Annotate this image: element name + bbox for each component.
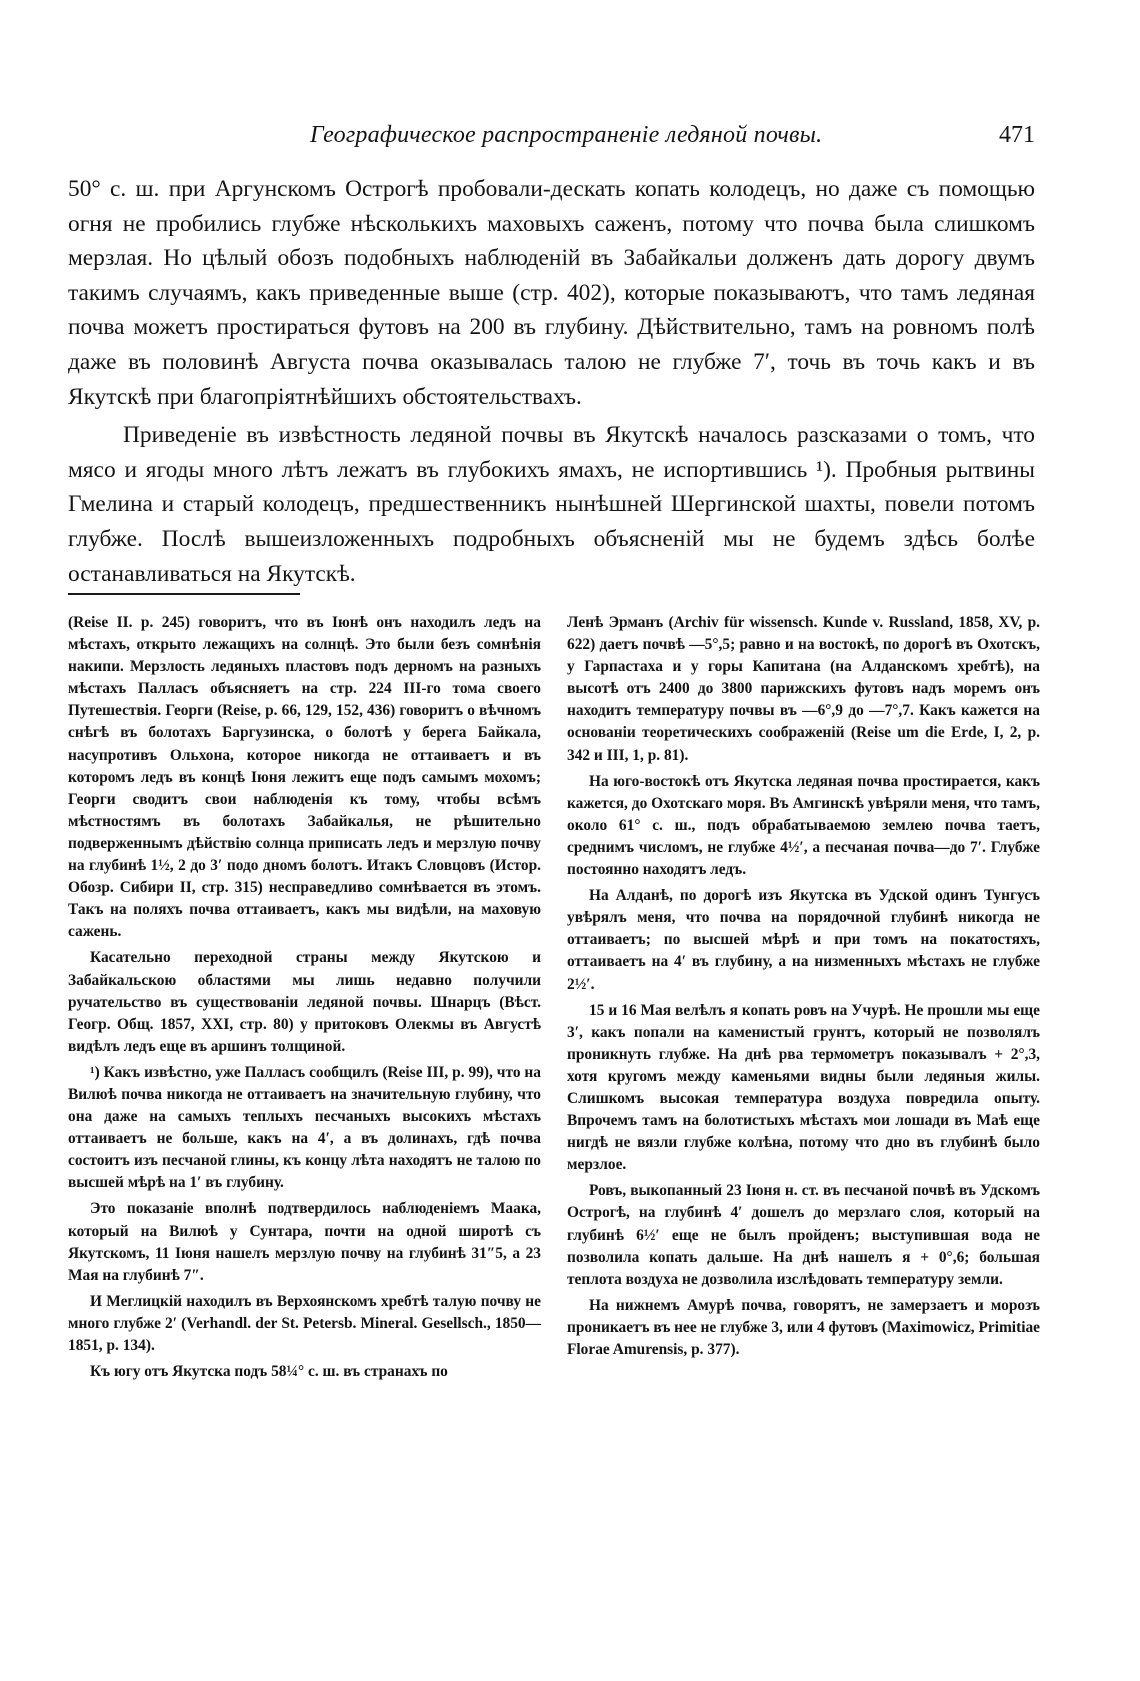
footnote-paragraph: Касательно переходной страны между Якутскою и Забайкальскою областями мы лишь недавно получили ручательство въ существованiи ледяной почвы. Шнарцъ (Вѣст. Геогр. Общ. 1857, XXI, стр. 80) у притоковъ Олекмы въ Августѣ видѣлъ ледъ еще въ аршинъ толщиной. — [68, 949, 541, 1055]
footnotes-right-column — [567, 612, 1040, 1365]
footnote-paragraph: На Алданѣ, по дорогѣ изъ Якутска въ Удской одинъ Тунгусъ увѣрялъ меня, что почва на порядочной глубинѣ никогда не оттаиваетъ; по высшей мѣрѣ и при томъ на покатостяхъ, оттаиваетъ на 4′ въ глубину, а на низменныхъ мѣстахъ не глубже 2½′. — [567, 887, 1040, 993]
footnote-separator-rule — [68, 593, 300, 595]
page-header — [68, 122, 1035, 158]
running-title: Географическое распространенiе ледяной почвы. — [310, 122, 823, 148]
footnote-paragraph: На юго-востокѣ отъ Якутска ледяная почва простирается, какъ кажется, до Охотскаго моря. Въ Амгинскѣ увѣряли меня, что тамъ, около 61° с. ш., подъ обрабатываемою землею почва таетъ, среднимъ числомъ, не глубже 4½′, а песчаная почва—до 7′. Глубже постоянно находятъ ледъ. — [567, 772, 1040, 879]
footnote-paragraph: ¹) Какъ извѣстно, уже Палласъ сообщилъ (Reise III, p. 99), что на Вилюѣ почва никогда не оттаиваетъ на значительную глубину, что она даже на самыхъ теплыхъ песчаныхъ высокихъ мѣстахъ оттаиваетъ не больше, какъ на 4′, а въ долинахъ, гдѣ почва состоитъ изъ песчаной глины, къ концу лѣта находятъ не талою по высшей мѣрѣ на 1′ въ глубину. — [68, 1063, 541, 1192]
footnote-paragraph: (Reise II. p. 245) говоритъ, что въ Iюнѣ онъ находилъ ледъ на мѣстахъ, открыто лежащихъ на солнцѣ. Это были безъ сомнѣнiя накипи. Мерзлость ледяныхъ пластовъ подъ дерномъ на разныхъ мѣстахъ Палласъ объясняетъ на стр. 224 III-го тома своего Путешествiя. Георги (Reise, p. 66, 129, 152, 436) говоритъ о вѣчномъ снѣгѣ въ болотахъ Баргузинска, о болотѣ у берега Байкала, насупротивъ Ольхона, которое никогда не оттаиваетъ и въ которомъ ледъ въ концѣ Iюня лежитъ еще подъ самымъ мохомъ; Георги сводитъ свои наблюденiя къ тому, чтобы всѣмъ мѣстностямъ въ болотахъ Забайкалья, не рѣшительно подверженнымъ дѣйствiю солнца приписать ледъ и мерзлую почву на глубинѣ 1½, 2 до 3′ подо дномъ болотъ. Итакъ Словцовъ (Истор. Обозр. Сибири II, стр. 315) несправедливо сомнѣвается въ этомъ. Такъ на поляхъ почва оттаиваетъ, какъ мы видѣли, на маховую сажень. — [68, 614, 541, 941]
footnote-paragraph: Къ югу отъ Якутска подъ 58¼° с. ш. въ странахъ по — [90, 1363, 448, 1381]
footnote-paragraph: Это показанiе вполнѣ подтвердилось наблюденiемъ Маака, который на Вилюѣ у Сунтара, почти на одной широтѣ съ Якутскомъ, 11 Iюня нашелъ мерзлую почву на глубинѣ 31″5, а 23 Мая на глубинѣ 7″. — [68, 1200, 541, 1284]
main-body-text — [68, 172, 1035, 591]
main-paragraph: Приведенiе въ извѣстность ледяной почвы въ Якутскѣ началось разсказами о томъ, что мясо и ягоды много лѣтъ лежатъ въ глубокихъ ямахъ, не испортившись ¹). Пробныя рытвины Гмелина и старый колодецъ, предшественникъ нынѣшней Шергинской шахты, повели потомъ глубже. Послѣ вышеизложенныхъ подробныхъ объясненiй мы не будемъ здѣсь болѣе останавливаться на Якутскѣ. — [68, 422, 1035, 587]
footnotes-left-column — [68, 612, 541, 1387]
footnote-paragraph: И Меглицкiй находилъ въ Верхоянскомъ хребтѣ талую почву не много глубже 2′ (Verhandl. der St. Petersb. Mineral. Gesellsch., 1850—1851, p. 134). — [68, 1292, 541, 1354]
footnote-paragraph: 15 и 16 Мая велѣлъ я копать ровъ на Учурѣ. Не прошли мы еще 3′, какъ попали на каменистый грунтъ, который не позволялъ проникнуть глубже. На днѣ рва термометръ показывалъ + 2°,3, хотя кругомъ между каменьями видны были ледяныя жилы. Слишкомъ высокая температура воздуха повредила опыту. Впрочемъ тамъ на болотистыхъ мѣстахъ мои лошади въ Маѣ еще нигдѣ не вязли глубже колѣна, потому что дно въ глубинѣ было мерзлое. — [567, 1001, 1040, 1174]
footnote-paragraph: Ровъ, выкопанный 23 Iюня н. ст. въ песчаной почвѣ въ Удскомъ Острогѣ, на глубинѣ 4′ дошелъ до мерзлаго слоя, который на глубинѣ 6½′ еще не былъ пройденъ; выступившая вода не позволила копать дальше. На днѣ нашелъ я + 0°,6; большая теплота воздуха не дозволила изслѣдовать температуру земли. — [567, 1182, 1040, 1288]
main-paragraph: 50° с. ш. при Аргунскомъ Острогѣ пробовали-дескать копать колодецъ, но даже съ помощью огня не пробились глубже нѣсколькихъ маховыхъ саженъ, потому что почва была слишкомъ мерзлая. Но цѣлый обозъ подобныхъ наблюденiй въ Забайкальи долженъ дать дорогу двумъ такимъ случаямъ, какъ приведенные выше (стр. 402), которые показываютъ, что тамъ ледяная почва можетъ простираться футовъ на 200 въ глубину. Дѣйствительно, тамъ на ровномъ полѣ даже въ половинѣ Августа почва оказывалась талою не глубже 7′, точь въ точь какъ и въ Якутскѣ при благопрiятнѣйшихъ обстоятельствахъ. — [68, 176, 1035, 410]
footnote-paragraph: На нижнемъ Амурѣ почва, говорятъ, не замерзаетъ и морозъ проникаетъ въ нее не глубже 3, или 4 футовъ (Maximowicz, Primitiae Florae Amurensis, p. 377). — [567, 1296, 1040, 1358]
footnote-paragraph: Ленѣ Эрманъ (Archiv für wissensch. Kunde v. Russland, 1858, XV, p. 622) даетъ почвѣ —5°,5; равно и на востокѣ, по дорогѣ въ Охотскъ, у Гарпастаха и у горы Капитана (на Алданскомъ хребтѣ), на высотѣ отъ 2400 до 3800 парижскихъ футовъ надъ моремъ онъ находитъ температуру почвы въ —6°,9 до —7°,7. Какъ кажется на основанiи теоретическихъ соображенiй (Reise um die Erde, I, 2, p. 342 и III, 1, p. 81). — [567, 614, 1040, 764]
page-number: 471 — [999, 122, 1035, 148]
